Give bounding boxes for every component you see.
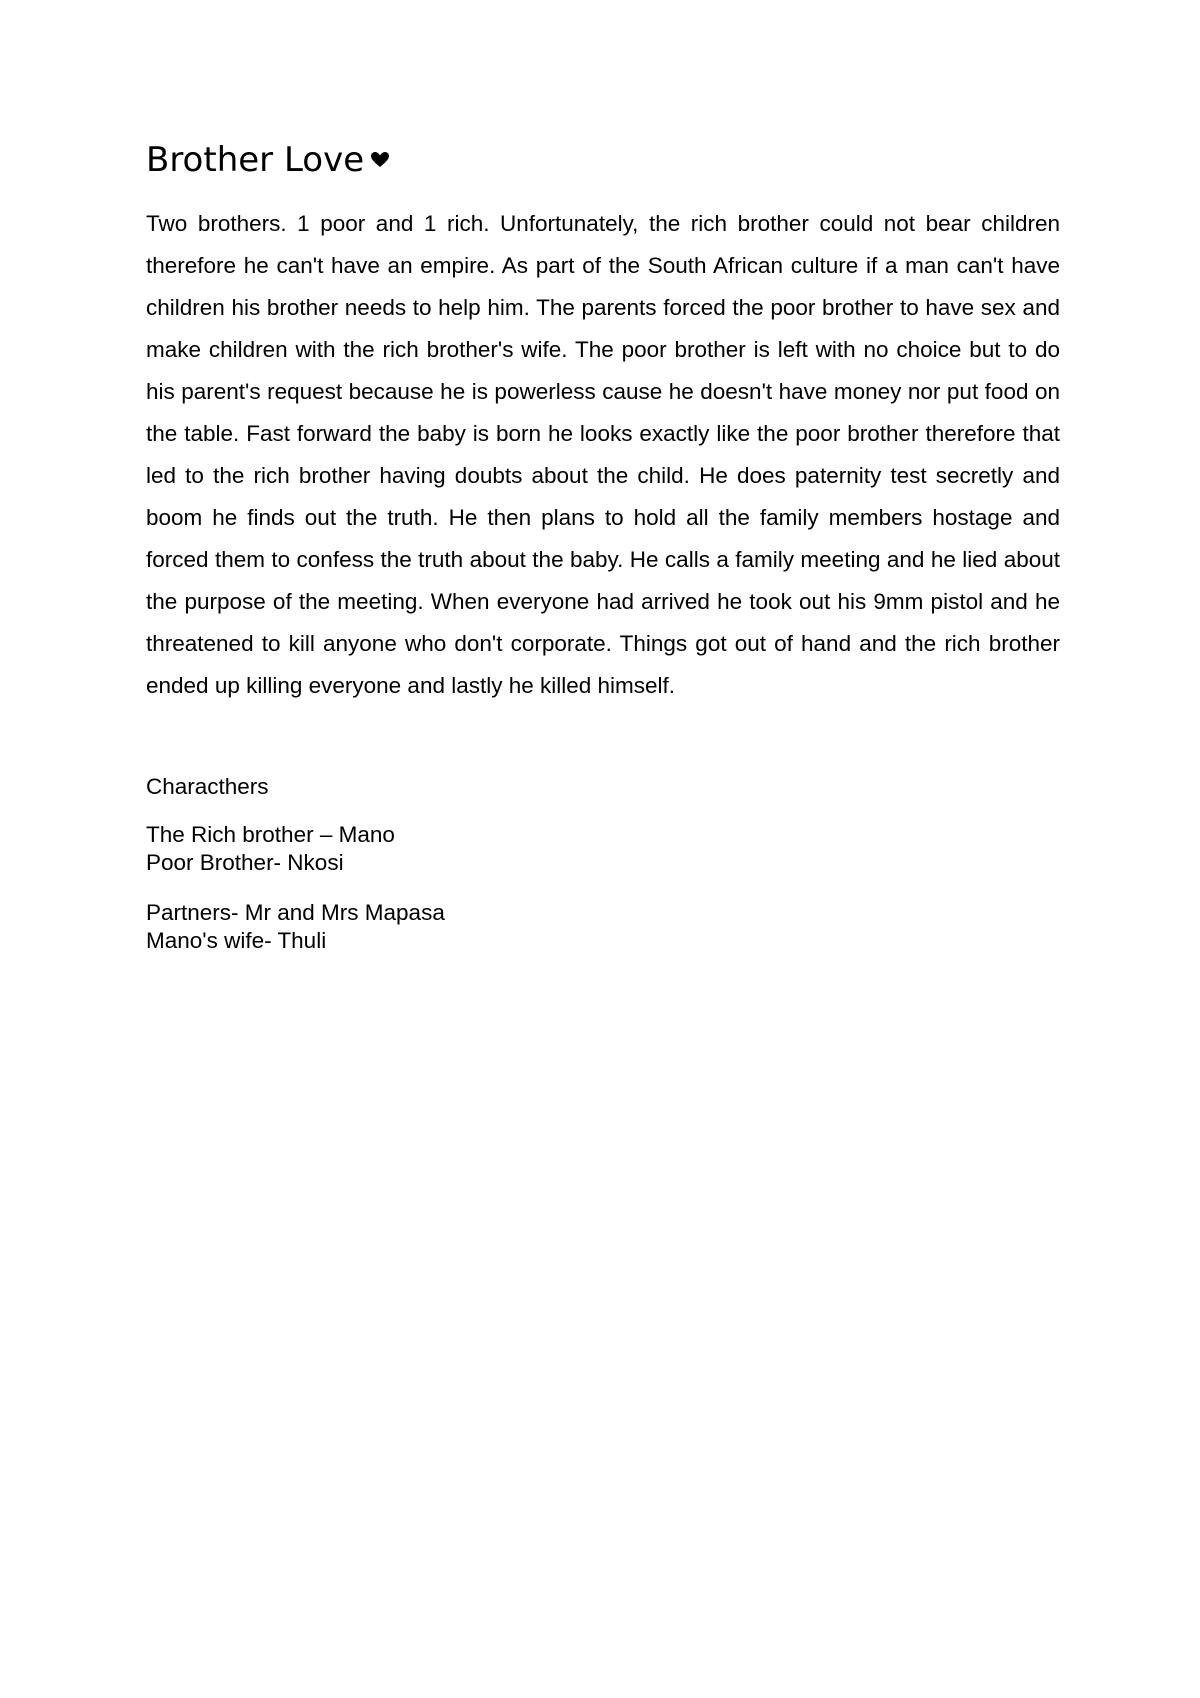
character-poor-brother: Poor Brother- Nkosi <box>146 849 344 875</box>
character-rich-brother: The Rich brother – Mano <box>146 821 395 847</box>
characters-group-brothers <box>146 821 1060 877</box>
document-page <box>146 140 1060 977</box>
character-manos-wife: Mano's wife- Thuli <box>146 927 327 953</box>
characters-heading: Characthers <box>146 773 269 799</box>
character-partners: Partners- Mr and Mrs Mapasa <box>146 899 445 925</box>
heart-icon <box>370 151 390 169</box>
document-title <box>146 140 1060 181</box>
story-paragraph: Two brothers. 1 poor and 1 rich. Unfortunately, the rich brother could not bear children therefore he can't have an empire. As part of the South African culture if a man can't have children his brother needs to help him. The parents forced the poor brother to have sex and make children with the rich brother's wife. The poor brother is left with no choice but to do his parent's request because he is powerless cause he doesn't have money nor put food on the table. Fast forward the baby is born he looks exactly like the poor brother therefore that led to the rich brother having doubts about the child. He does paternity test secretly and boom he finds out the truth. He then plans to hold all the family members hostage and forced them to confess the truth about the baby. He calls a family meeting and he lied about the purpose of the meeting. When everyone had arrived he took out his 9mm pistol and he threatened to kill anyone who don't corporate. Things got out of hand and the rich brother ended up killing everyone and lastly he killed himself. <box>146 210 1060 698</box>
characters-group-others <box>146 899 1060 955</box>
document-title-text: Brother Love <box>146 140 365 180</box>
